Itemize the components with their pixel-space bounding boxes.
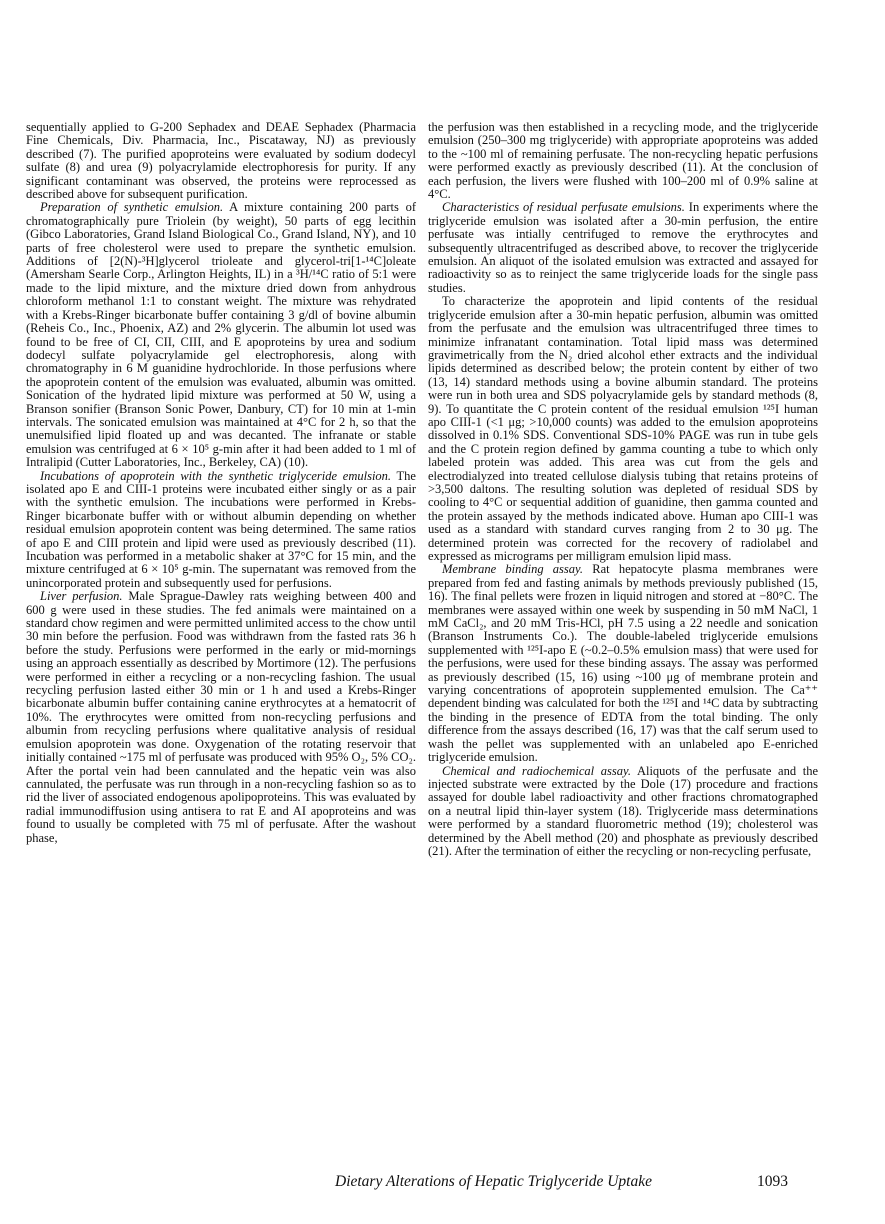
paragraph-text: A mixture containing 200 parts of chromatographically pure Triolein (by weight), 50 parts of egg lecithin (Gibco Laboratories, Grand Island Biological Co., Grand Island, NY), and 10 parts of free cholesterol were used to prepare the synthetic emulsion. Additions of [2(N)-³H]glycerol trioleate and glycerol-tri[1-¹⁴C]oleate (Amersham Searle Corp., Arlington Heights, IL) in a ³H/¹⁴C ratio of 5:1 were made to the lipid mixture, and the mixture dried down from anhydrous chloroform methanol 1:1 to constant weight. The mixture was rehydrated with a Krebs-Ringer bicarbonate buffer containing 3 g/dl of bovine albumin (Reheis Co., Inc., Phoenix, AZ) and 2% glycerin. The albumin lot used was found to be free of CI, CII, CIII, and E apoproteins by urea and sodium dodecyl sulfate polyacrylamide gel electrophoresis, along with chromatography in 6 M guanidine hydrochloride. In those perfusions where the apoprotein content of the emulsion was evaluated, albumin was omitted. Sonication of the hydrated lipid mixture was performed at 50 W, using a Branson sonifier (Branson Sonic Power, Danbury, CT) for 10 min at 1-min intervals. The sonicated emulsion was maintained at 4°C for 2 h, so that the unemulsified lipid floated up and was decanted. The infranate or stable emulsion was centrifuged at 6 × 10⁵ g-min after it had been added to 1 ml of Intralipid (Cutter Laboratories, Inc., Berkeley, CA) (10).: [26, 200, 416, 470]
paragraph-text: To characterize the apoprotein and lipid contents of the residual triglyceride emulsion after a 30-min hepatic perfusion, albumin was omitted from the perfusate and the emulsion was ultracentrifuged three times to minimize infranatant contamination. Total lipid mass was determined gravimetrically from the N₂ dried alcohol ether extracts and the individual lipids determined as described below; the protein content by either of two (13, 14) standard methods using a bovine albumin standard. The proteins were run in both urea and SDS polyacrylamide gels by standard methods (8, 9). To quantitate the C protein content of the residual emulsion ¹²⁵I human apo CIII-1 (<1 μg; >10,000 counts) was added to the emulsion apoproteins dissolved in 0.1% SDS. Conventional SDS-10% PAGE was run in tube gels and the C protein region defined by gamma counting a tube to which only labeled protein was added. This area was cut from the gels and electrodialyzed into treated cellulose dialysis tubing that retains proteins of >3,500 daltons. The resulting solution was depleted of residual SDS by cooling to 4°C or sequential addition of guanidine, then gamma counted and the protein assayed by the methods indicated above. Human apo CIII-1 was used as a standard with standard curves ranging from 2 to 30 μg. The determined protein was corrected for the recovery of radiolabel and expressed as micrograms per milligram emulsion lipid mass.: [428, 294, 818, 563]
paragraph-apoprotein-characterization: [428, 295, 818, 563]
paragraph-text: Rat hepatocyte plasma membranes were prepared from fed and fasting animals by methods previously published (15, 16). The final pellets were frozen in liquid nitrogen and stored at −80°C. The membranes were assayed within one week by suspending in 50 mM NaCl, 1 mM CaCl₂, and 20 mM Tris-HCl, pH 7.5 using a 22 needle and sonication (Branson Instruments Co.). The double-labeled triglyceride emulsions supplemented with ¹²⁵I-apo E (~0.2–0.5% emulsion mass) that were used for the perfusions, were used for these binding assays. The assay was performed as previously described (15, 16) using ~100 μg of membrane protein and varying concentrations of apoprotein supplemented emulsion. The Ca⁺⁺ dependent binding was calculated for both the ¹²⁵I and ¹⁴C data by subtracting the binding in the presence of EDTA from the total binding. The only difference from the assays described (16, 17) was that the calf serum used to wash the pellet was supplemented with an unlabeled apo E-enriched triglyceride emulsion.: [428, 562, 818, 765]
paragraph-text: In experiments where the triglyceride emulsion was isolated after a 30-min perfusion, the entire perfusate was intially centrifuged to remove the erythrocytes and subsequently ultracentrifuged as described above, to recover the triglyceride emulsion. An aliquot of the isolated emulsion was extracted and assayed for radioactivity so as to reinject the same triglyceride loads for the single pass studies.: [428, 200, 818, 295]
section-heading: Liver perfusion.: [40, 589, 123, 604]
paragraph-perfusion-continued: [428, 121, 818, 201]
paragraph-text: The isolated apo E and CIII-1 proteins were incubated either singly or as a pair with the synthetic emulsion. The incubations were performed in Krebs-Ringer bicarbonate buffer with or without albumin depending on whether residual emulsion apoprotein content was being determined. The same ratios of apo E and CIII protein and lipid were used as previously described (11). Incubation was performed in a metabolic shaker at 37°C for 15 min, and the mixture centrifuged at 6 × 10⁵ g-min. The supernatant was removed from the unincorporated protein and subsequently used for perfusions.: [26, 468, 416, 590]
paragraph-chemical-assay: [428, 765, 818, 859]
paragraph-apoprotein-purification: [26, 121, 416, 201]
section-heading: Characteristics of residual perfusate emulsions.: [442, 200, 685, 215]
right-column: [428, 121, 818, 858]
running-footer-title: Dietary Alterations of Hepatic Triglyceride Uptake: [335, 1173, 652, 1190]
paragraph-synthetic-emulsion: [26, 201, 416, 469]
paragraph-text: Aliquots of the perfusate and the injected substrate were extracted by the Dole (17) procedure and fractions assayed for double label radioactivity and other fractions chromatographed on a neutral lipid thin-layer system (18). Triglyceride mass determinations were performed by a standard fluorometric method (19); cholesterol was determined by the Abell method (20) and phosphate as previously described (21). After the termination of either the recycling or non-recycling perfusate,: [428, 763, 819, 858]
paragraph-incubations: [26, 470, 416, 591]
section-heading: Preparation of synthetic emulsion.: [40, 200, 224, 215]
section-heading: Membrane binding assay.: [442, 562, 584, 577]
page-number: 1093: [757, 1173, 788, 1190]
left-column: [26, 121, 416, 845]
paragraph-text: sequentially applied to G-200 Sephadex and DEAE Sephadex (Pharmacia Fine Chemicals, Div. Pharmacia, Inc., Piscataway, NJ) as previously described (7). The purified apoproteins were evaluated by sodium dodecyl sulfate (8) and urea (9) polyacrylamide electrophoresis for purity. If any significant contaminant was observed, the proteins were reprocessed as described above for subsequent purification.: [26, 120, 416, 202]
paragraph-residual-emulsions: [428, 201, 818, 295]
paragraph-membrane-binding: [428, 563, 818, 764]
paragraph-text: the perfusion was then established in a recycling mode, and the triglyceride emulsion (250–300 mg triglyceride) with appropriate apoproteins was added to the ~100 ml of remaining perfusate. The non-recycling hepatic perfusions were performed exactly as previously described (11). At the conclusion of each perfusion, the livers were flushed with 100–200 ml of 0.9% saline at 4°C.: [428, 120, 818, 202]
section-heading: Incubations of apoprotein with the synthetic triglyceride emulsion.: [40, 468, 392, 483]
paragraph-liver-perfusion: [26, 590, 416, 845]
section-heading: Chemical and radiochemical assay.: [442, 763, 631, 778]
paragraph-text: Male Sprague-Dawley rats weighing between 400 and 600 g were used in these studies. The fed animals were maintained on a standard chow regimen and were permitted unlimited access to the chow until 30 min before the perfusion. Food was withdrawn from the fasted rats 36 h before the study. Perfusions were performed in the early or mid-mornings using an approach essentially as described by Mortimore (12). The perfusions were performed in either a recycling or a non-recycling fashion. The usual recycling perfusion lasted either 30 min or 1 h and used a Krebs-Ringer bicarbonate albumin buffer containing canine erythrocytes at a hematocrit of 10%. The erythrocytes were omitted from non-recycling perfusions and albumin from recycling perfusions where qualitative analysis of residual emulsion apoprotein was done. Oxygenation of the rotating reservoir that initially contained ~175 ml of perfusate was produced with 95% O₂, 5% CO₂. After the portal vein had been cannulated and the hepatic vein was also cannulated, the perfusate was run through in a non-recycling fashion so as to rid the liver of associated endogenous apolipoproteins. This was evaluated by radial immunodiffusion using antisera to rat E and AI apoproteins and was found to usually be completed with 75 ml of perfusate. After the washout phase,: [26, 589, 416, 845]
